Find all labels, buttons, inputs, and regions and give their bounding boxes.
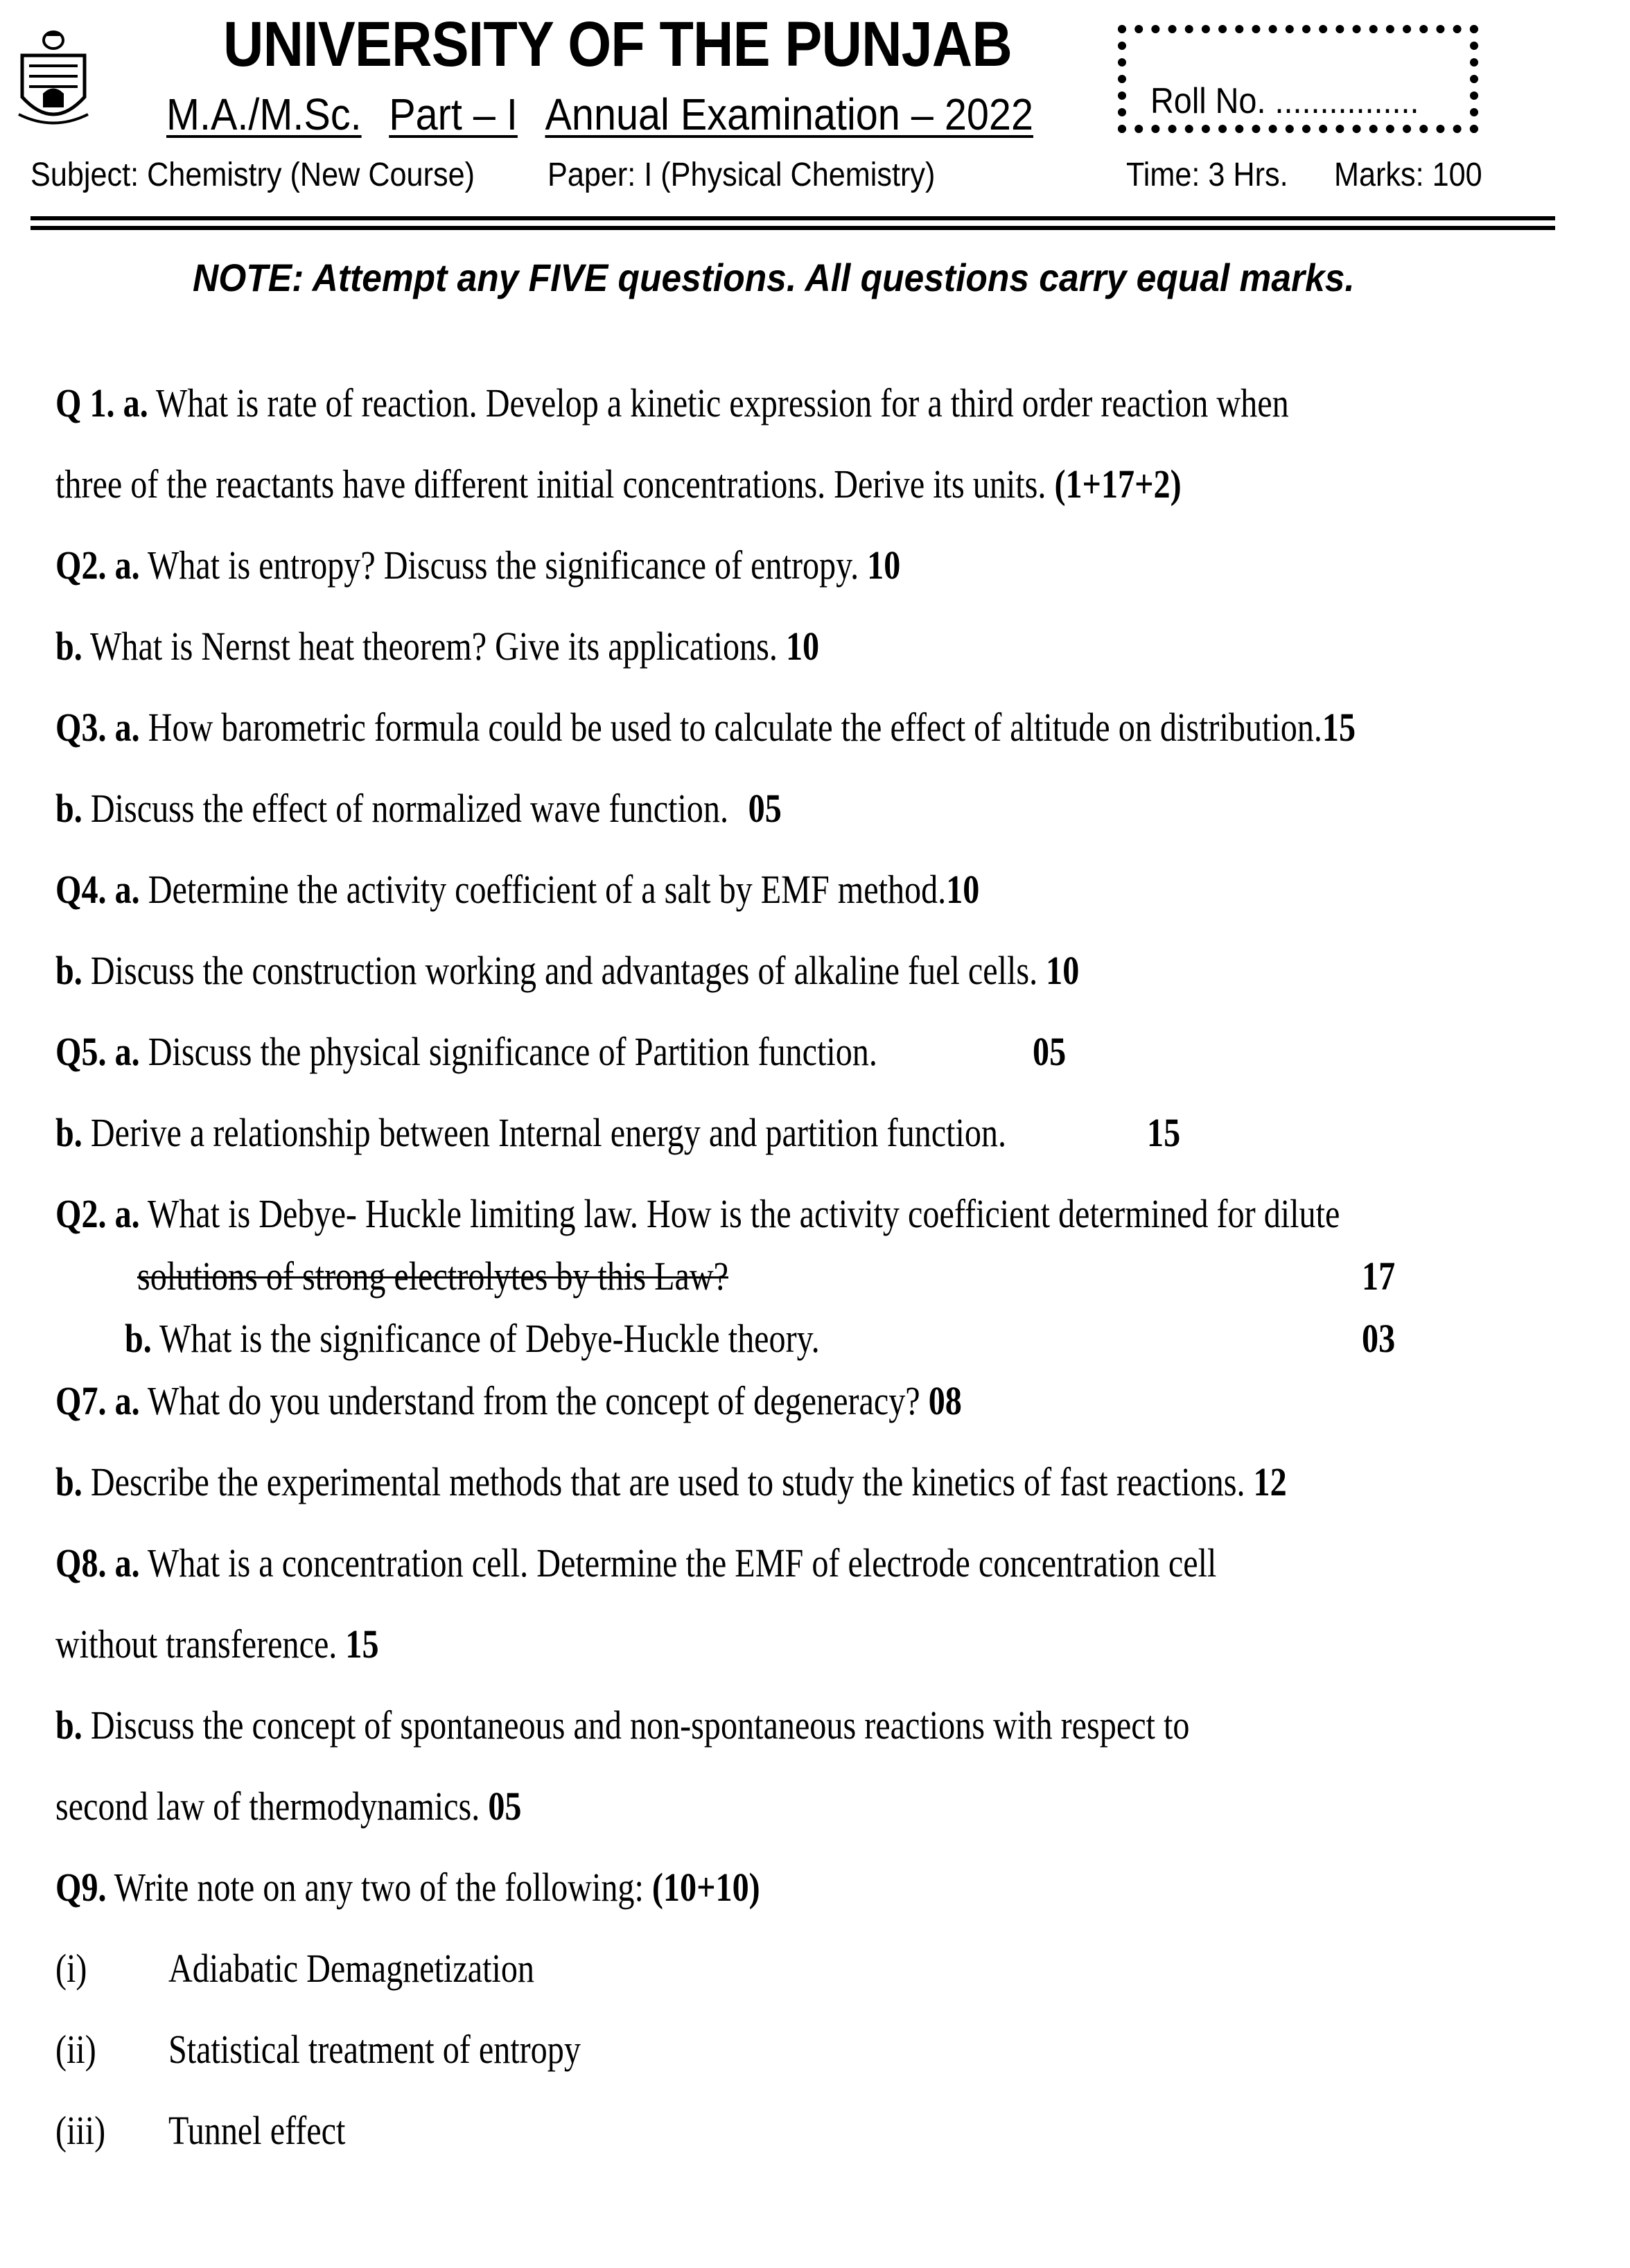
- q9-item-num: (ii): [55, 2027, 96, 2072]
- q8b-line2: second law of thermodynamics. 05: [55, 1784, 522, 1829]
- instructions-note: NOTE: Attempt any FIVE questions. All questions carry equal marks.: [193, 256, 1355, 299]
- roll-number-label: Roll No. ................: [1150, 81, 1419, 121]
- q5b-marks: 15: [1147, 1110, 1181, 1155]
- q3a: Q3. a. How barometric formula could be used to calculate the effect of altitude on distribution.15: [55, 705, 1356, 750]
- q8a-line1: Q8. a. What is a concentration cell. Determine the EMF of electrode concentration cell: [55, 1540, 1217, 1585]
- university-crest-logo: [15, 28, 91, 132]
- q5a-marks: 05: [1033, 1029, 1067, 1074]
- q9-item-num: (i): [55, 1946, 87, 1991]
- q7a: Q7. a. What do you understand from the concept of degeneracy? 08: [55, 1378, 962, 1423]
- q4b: b. Discuss the construction working and advantages of alkaline fuel cells. 10: [55, 948, 1080, 993]
- q3b: b. Discuss the effect of normalized wave function. 05: [55, 786, 782, 831]
- q8b-line1: b. Discuss the concept of spontaneous and non-spontaneous reactions with respect to: [55, 1703, 1190, 1748]
- q6a-line1: Q2. a. What is Debye- Huckle limiting law. How is the activity coefficient determined for dilute: [55, 1191, 1340, 1236]
- q6a-line2: solutions of strong electrolytes by this Law?: [137, 1254, 729, 1299]
- q1a-line1: Q 1. a. What is rate of reaction. Develop a kinetic expression for a third order reaction when: [55, 380, 1289, 425]
- q6a-marks: 17: [1362, 1254, 1396, 1299]
- q9: Q9. Write note on any two of the following: (10+10): [55, 1865, 760, 1910]
- q2b: b. What is Nernst heat theorem? Give its applications. 10: [55, 624, 820, 669]
- subject: Subject: Chemistry (New Course): [30, 157, 475, 193]
- q2a: Q2. a. What is entropy? Discuss the significance of entropy. 10: [55, 543, 901, 588]
- q9-item-text: Adiabatic Demagnetization: [168, 1946, 534, 1991]
- q6b-marks: 03: [1362, 1316, 1396, 1361]
- paper: Paper: I (Physical Chemistry): [547, 157, 936, 193]
- exam-subtitle: [166, 89, 1061, 140]
- header-rule-bottom: [30, 226, 1555, 230]
- q7b: b. Describe the experimental methods that are used to study the kinetics of fast reactions. 12: [55, 1459, 1287, 1504]
- university-name: UNIVERSITY OF THE PUNJAB: [223, 9, 1012, 80]
- q5a: Q5. a. Discuss the physical significance of Partition function.: [55, 1029, 877, 1074]
- q9-item-text: Statistical treatment of entropy: [168, 2027, 581, 2072]
- q9-item-text: Tunnel effect: [168, 2108, 346, 2153]
- q1a-line2: three of the reactants have different initial concentrations. Derive its units. (1+17+2): [55, 461, 1182, 507]
- header-rule-top: [30, 216, 1555, 220]
- program: M.A./M.Sc.: [166, 89, 362, 139]
- q6b: b. What is the significance of Debye-Huckle theory.: [125, 1316, 820, 1361]
- q5b: b. Derive a relationship between Internal energy and partition function.: [55, 1110, 1007, 1155]
- q8a-line2: without transference. 15: [55, 1621, 379, 1667]
- q4a: Q4. a. Determine the activity coefficient of a salt by EMF method.10: [55, 867, 980, 912]
- exam-title: Annual Examination – 2022: [545, 89, 1033, 139]
- q9-item-num: (iii): [55, 2108, 106, 2153]
- marks: Marks: 100: [1334, 157, 1482, 193]
- time: Time: 3 Hrs.: [1126, 157, 1288, 193]
- part: Part – I: [389, 89, 518, 139]
